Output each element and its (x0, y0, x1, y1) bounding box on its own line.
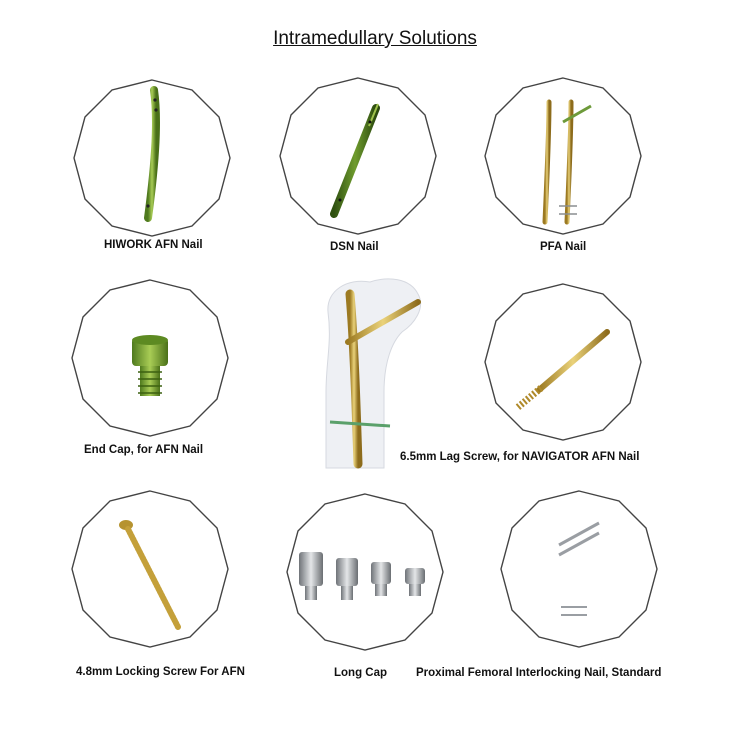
label-lag-screw: 6.5mm Lag Screw, for NAVIGATOR AFN Nail (400, 451, 640, 463)
dsn-nail-icon (274, 76, 442, 242)
label-hiwork-afn-nail: HIWORK AFN Nail (104, 239, 203, 251)
lag-screw-icon (479, 282, 647, 448)
label-locking-screw: 4.8mm Locking Screw For AFN (76, 666, 245, 678)
femur-nail-illustration (318, 272, 448, 470)
page-title: Intramedullary Solutions (273, 28, 477, 49)
label-end-cap: End Cap, for AFN Nail (84, 444, 204, 456)
product-dsn-nail (274, 76, 442, 242)
long-cap-icon (281, 492, 449, 658)
label-long-cap: Long Cap (334, 667, 388, 679)
locking-screw-icon (66, 489, 234, 655)
pfa-nail-icon (479, 76, 647, 242)
label-dsn-nail: DSN Nail (330, 241, 379, 253)
product-hiwork-afn-nail (68, 78, 236, 244)
label-proximal-femoral-nail: Proximal Femoral Interlocking Nail, Standard (416, 667, 662, 679)
end-cap-icon (66, 278, 234, 444)
product-lag-screw (479, 282, 647, 448)
product-locking-screw (66, 489, 234, 655)
product-pfa-nail (479, 76, 647, 242)
product-long-cap (281, 492, 449, 658)
femur-bone-icon (318, 272, 448, 470)
hiwork-afn-nail-icon (68, 78, 236, 244)
product-proximal-femoral-nail (495, 489, 663, 655)
proximal-femoral-nail-icon (495, 489, 663, 655)
product-end-cap (66, 278, 234, 444)
label-pfa-nail: PFA Nail (540, 241, 587, 253)
